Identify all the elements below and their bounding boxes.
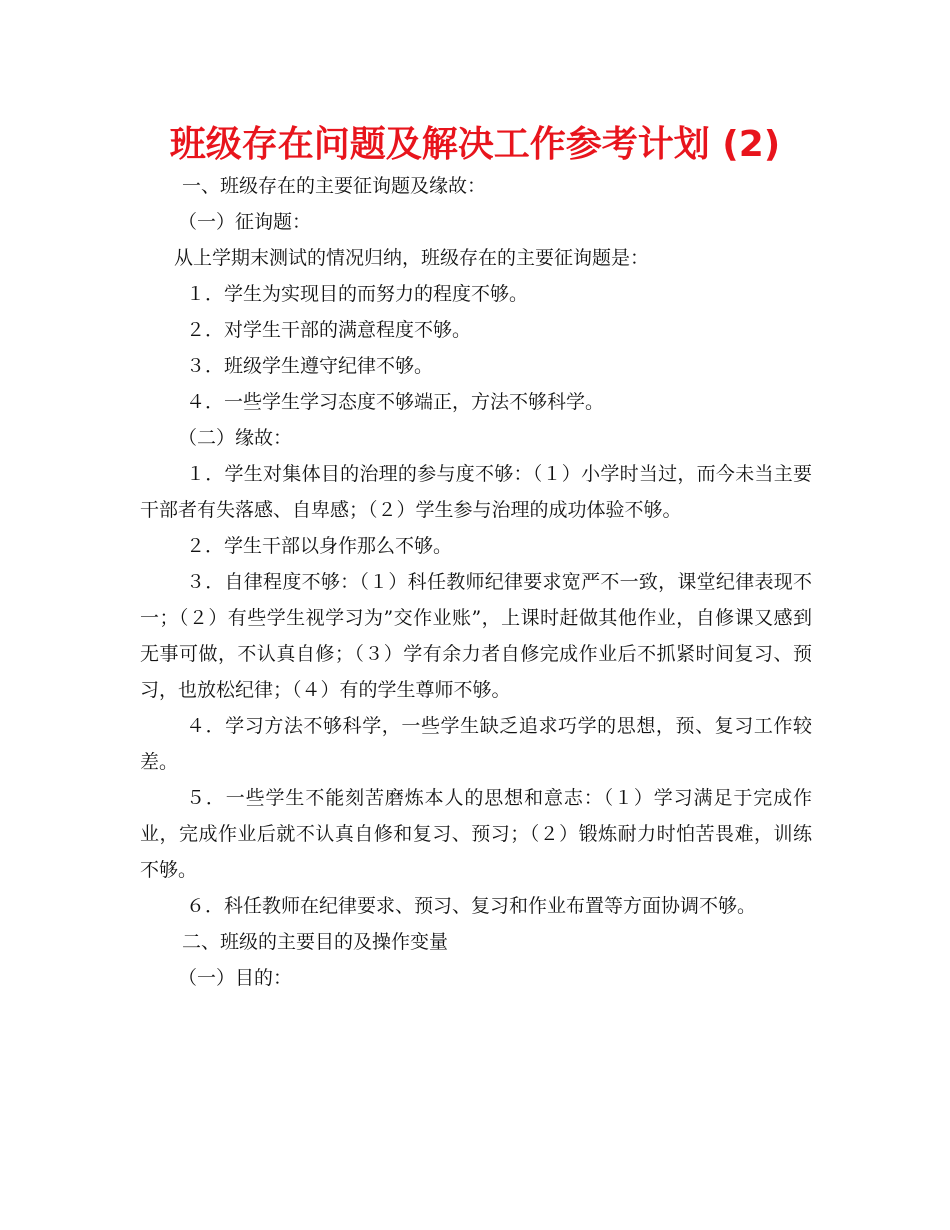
document-paragraph: ４．学习方法不够科学，一些学生缺乏追求巧学的思想，预、复习工作较差。 [140,715,812,773]
document-paragraph: ４．一些学生学习态度不够端正，方法不够科学。 [186,391,605,413]
document-paragraph: （二）缘故： [178,427,293,449]
document-paragraph: １．学生为实现目的而努力的程度不够。 [186,283,529,305]
document-paragraph: （一）目的： [178,967,293,989]
document-paragraph: ２．对学生干部的满意程度不够。 [186,319,472,341]
document-paragraph: ３．自律程度不够：（１）科任教师纪律要求宽严不一致，课堂纪律表现不一；（２）有些学生视学习为”交作业账”，上课时赶做其他作业，自修课又感到无事可做，不认真自修；（３）学有余力者自修完成作业后不抓紧时间复习、预习，也放松纪律；（４）有的学生尊师不够。 [140,571,812,701]
document-paragraph: 一、班级存在的主要征询题及缘故： [182,175,487,197]
document-paragraph: １．学生对集体目的治理的参与度不够：（１）小学时当过，而今未当主要干部者有失落感、自卑感；（２）学生参与治理的成功体验不够。 [140,463,812,521]
document-paragraph: ３．班级学生遵守纪律不够。 [186,355,434,377]
document-paragraph: ２．学生干部以身作那么不够。 [186,535,453,557]
document-paragraph: ６．科任教师在纪律要求、预习、复习和作业布置等方面协调不够。 [186,895,757,917]
document-body [140,168,812,996]
document-paragraph: 二、班级的主要目的及操作变量 [182,931,449,953]
document-title: 班级存在问题及解决工作参考计划 (2) [169,124,781,165]
document-paragraph: 从上学期末测试的情况归纳，班级存在的主要征询题是： [174,247,650,269]
document-paragraph: （一）征询题： [178,211,312,233]
document-paragraph: ５．一些学生不能刻苦磨炼本人的思想和意志：（１）学习满足于完成作业，完成作业后就不认真自修和复习、预习；（２）锻炼耐力时怕苦畏难，训练不够。 [140,787,812,881]
